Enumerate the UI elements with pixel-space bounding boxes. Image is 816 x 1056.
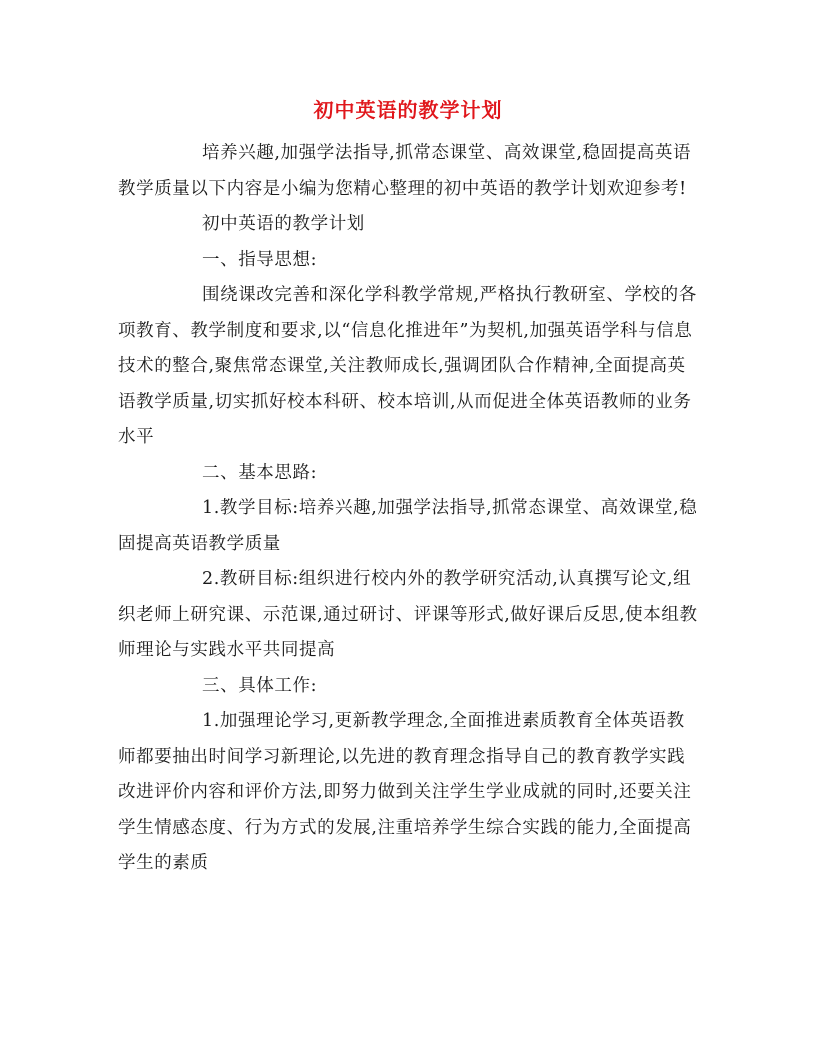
paragraph-research-goal: 2.教研目标:组织进行校内外的教学研究活动,认真撰写论文,组织老师上研究课、示范课,通过研讨、评课等形式,做好课后反思,使本组教师理论与实践水平共同提高 <box>118 569 698 660</box>
heading-specific-work: 三、具体工作: <box>202 675 318 696</box>
heading-guiding-ideology: 一、指导思想: <box>202 249 318 270</box>
paragraph-teaching-goal: 1.教学目标:培养兴趣,加强学法指导,抓常态课堂、高效课堂,稳固提高英语教学质量 <box>118 498 698 554</box>
document-body <box>118 136 698 882</box>
paragraph-subtitle: 初中英语的教学计划 <box>202 214 365 234</box>
heading-basic-approach: 二、基本思路: <box>202 462 318 483</box>
paragraph-guiding-ideology: 围绕课改完善和深化学科教学常规,严格执行教研室、学校的各项教育、教学制度和要求,以“信息化推进年”为契机,加强英语学科与信息技术的整合,聚焦常态课堂,关注教师成长,强调团队合作精神,全面提高英语教学质量,切实抓好校本科研、校本培训,从而促进全体英语教师的业务水平 <box>118 285 697 447</box>
document-title: 初中英语的教学计划 <box>313 98 503 122</box>
paragraph-intro: 培养兴趣,加强学法指导,抓常态课堂、高效课堂,稳固提高英语教学质量以下内容是小编为您精心整理的初中英语的教学计划欢迎参考! <box>118 143 692 199</box>
paragraph-theory-study: 1.加强理论学习,更新教学理念,全面推进素质教育全体英语教师都要抽出时间学习新理论,以先进的教育理念指导自己的教育教学实践改进评价内容和评价方法,即努力做到关注学生学业成就的同时,还要关注学生情感态度、行为方式的发展,注重培养学生综合实践的能力,全面提高学生的素质 <box>118 711 692 873</box>
